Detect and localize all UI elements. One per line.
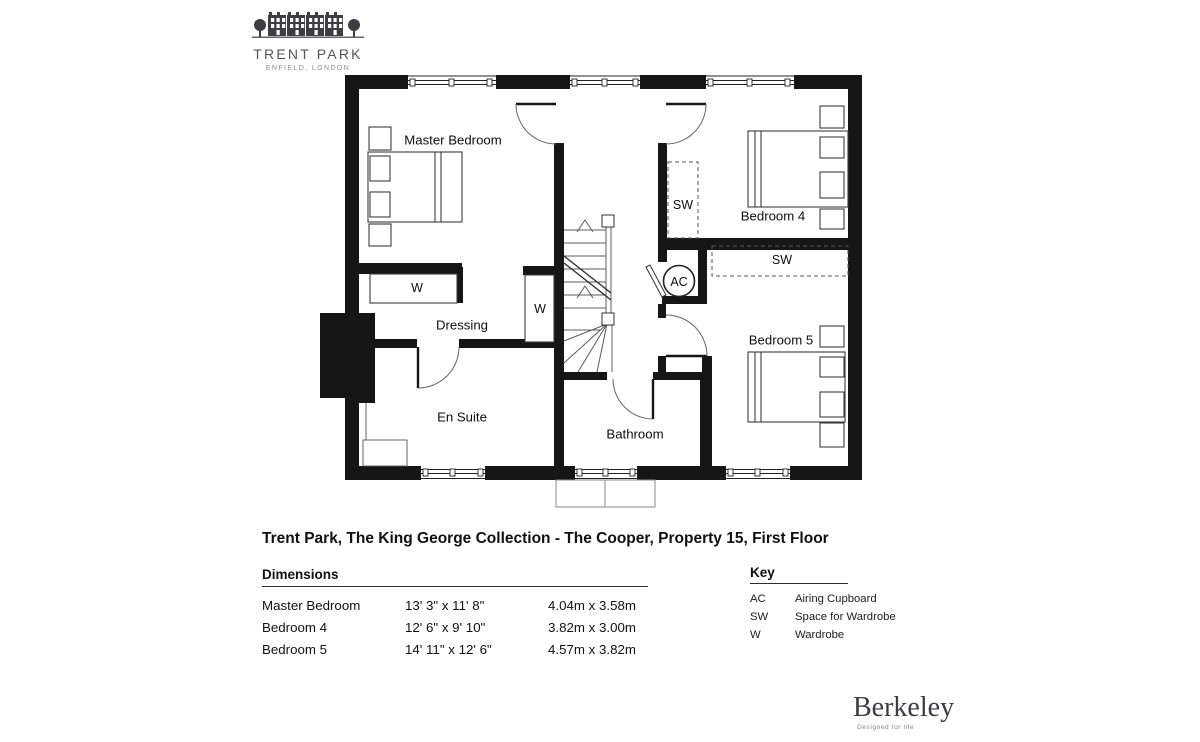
dim-metric: 4.04m x 3.58m bbox=[548, 597, 636, 613]
room-label-bedroom5: Bedroom 5 bbox=[748, 332, 814, 348]
key-row bbox=[750, 626, 920, 644]
berkeley-logo bbox=[853, 694, 954, 731]
window-landing bbox=[570, 76, 640, 86]
chimney-breast bbox=[320, 313, 375, 398]
key-rows bbox=[750, 590, 920, 644]
dim-metric: 4.57m x 3.82m bbox=[548, 642, 636, 658]
dimensions-row bbox=[262, 639, 648, 661]
dim-imperial: 13' 3" x 11' 8" bbox=[405, 597, 485, 613]
door-ensuite bbox=[418, 347, 459, 388]
door-bedroom5 bbox=[666, 315, 707, 356]
door-bathroom bbox=[613, 379, 653, 419]
dim-metric: 3.82m x 3.00m bbox=[548, 620, 636, 636]
label-ac: AC bbox=[670, 275, 688, 289]
dim-room: Master Bedroom bbox=[262, 597, 361, 613]
key-meaning: Space for Wardrobe bbox=[795, 611, 896, 623]
window-bedroom4 bbox=[706, 76, 794, 86]
dim-room: Bedroom 4 bbox=[262, 620, 328, 636]
key-abbr: W bbox=[750, 629, 761, 641]
label-sw-bedroom4: SW bbox=[672, 198, 694, 212]
label-sw-bedroom5: SW bbox=[771, 253, 793, 267]
room-label-bedroom4: Bedroom 4 bbox=[740, 208, 806, 224]
dimensions-heading: Dimensions bbox=[262, 567, 648, 587]
trent-park-logo-location: ENFIELD, LONDON bbox=[265, 65, 351, 72]
label-w-dressing: W bbox=[411, 281, 423, 295]
bay-projection bbox=[556, 480, 655, 507]
dimensions-row bbox=[262, 594, 648, 616]
room-label-dressing: Dressing bbox=[435, 317, 489, 333]
berkeley-tagline: Designed for life bbox=[857, 724, 915, 731]
room-label-master-bedroom: Master Bedroom bbox=[404, 132, 502, 148]
dimensions-table bbox=[262, 567, 648, 661]
key-row bbox=[750, 608, 920, 626]
dim-imperial: 12' 6" x 9' 10" bbox=[405, 620, 486, 636]
label-w-landing: W bbox=[534, 302, 546, 316]
key-row bbox=[750, 590, 920, 608]
key-abbr: AC bbox=[750, 593, 766, 605]
window-bedroom5 bbox=[726, 469, 790, 479]
trent-park-logo-name: TRENT PARK bbox=[253, 46, 363, 62]
door-master-bedroom bbox=[516, 104, 556, 144]
floorplan-title: Trent Park, The King George Collection - The Cooper, Property 15, First Floor bbox=[262, 530, 829, 547]
key-legend bbox=[750, 565, 920, 644]
key-abbr: SW bbox=[750, 611, 769, 623]
key-heading: Key bbox=[750, 565, 848, 584]
room-label-bathroom: Bathroom bbox=[606, 426, 664, 442]
key-meaning: Airing Cupboard bbox=[795, 593, 877, 605]
window-ensuite bbox=[421, 469, 485, 479]
door-bedroom4 bbox=[666, 104, 706, 144]
window-bathroom bbox=[575, 469, 637, 479]
dimensions-row bbox=[262, 616, 648, 638]
dim-imperial: 14' 11" x 12' 6" bbox=[405, 642, 492, 658]
room-label-ensuite: En Suite bbox=[437, 409, 487, 425]
shower-ensuite bbox=[363, 403, 407, 466]
key-meaning: Wardrobe bbox=[795, 629, 845, 641]
dim-room: Bedroom 5 bbox=[262, 642, 328, 658]
staircase bbox=[564, 215, 614, 372]
dimensions-rows bbox=[262, 594, 648, 661]
berkeley-wordmark: Berkeley bbox=[853, 692, 955, 723]
window-master-bedroom bbox=[408, 76, 496, 86]
